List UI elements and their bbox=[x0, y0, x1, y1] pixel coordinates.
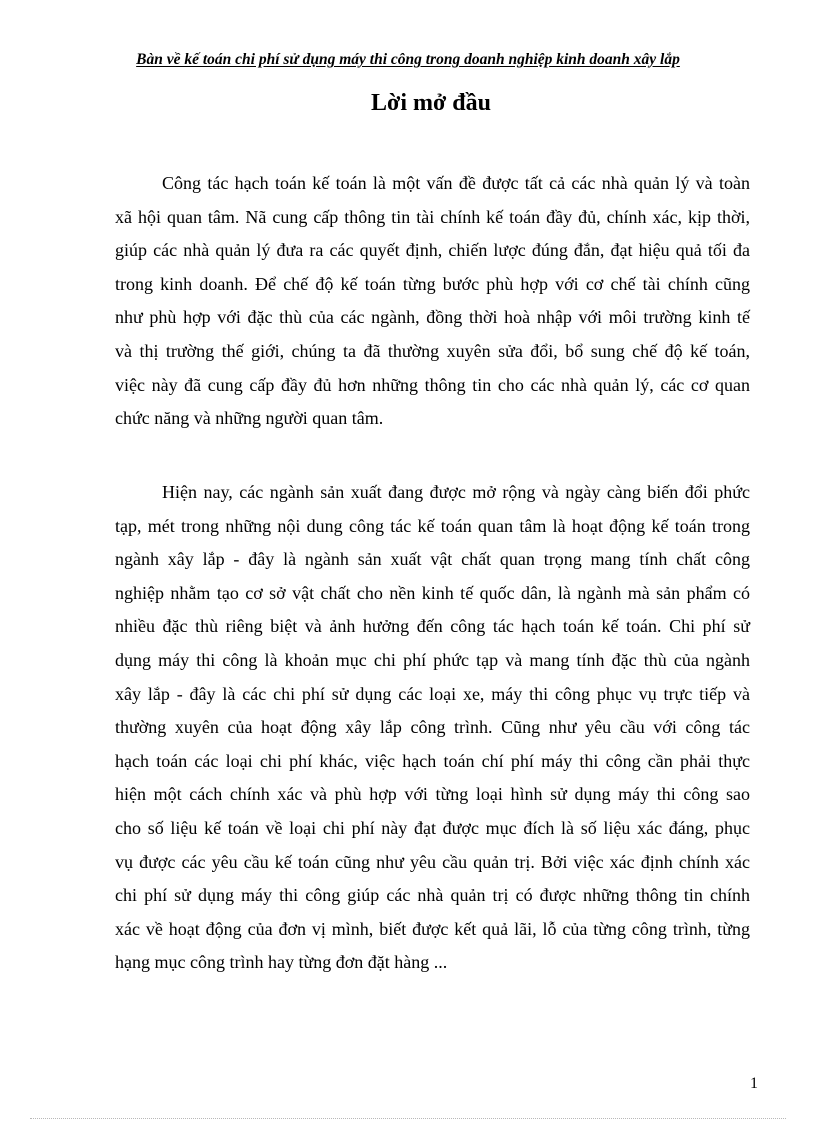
running-header bbox=[0, 51, 816, 69]
paragraph-line: Hiện nay, các ngành sản xuất đang được mở rộng và ngày càng biến đổi phức bbox=[162, 482, 750, 502]
page-number: 1 bbox=[750, 1075, 758, 1092]
paragraph-line: giúp các nhà quản lý đưa ra các quyết định, chiến lược đúng đắn, đạt hiệu quả tối đa bbox=[115, 240, 750, 260]
paragraph-line: dụng máy thi công là khoản mục chi phí phức tạp và mang tính đặc thù của ngành bbox=[115, 650, 750, 670]
paragraph-line: cho số liệu kế toán về loại chi phí này đạt được mục đích là số liệu xác đáng, phục bbox=[115, 818, 750, 838]
footer-divider bbox=[30, 1118, 786, 1119]
paragraph-line: xác về hoạt động của đơn vị mình, biết được kết quả lãi, lỗ của từng công trình, từng bbox=[115, 919, 750, 939]
paragraph-line: và thị trường thế giới, chúng ta đã thường xuyên sửa đổi, bổ sung chế độ kế toán, bbox=[115, 341, 750, 361]
paragraph-line: xây lắp - đây là các chi phí sử dụng các loại xe, máy thi công phục vụ trực tiếp và bbox=[115, 684, 750, 704]
paragraph-line: nghiệp nhằm tạo cơ sở vật chất cho nền kinh tế quốc dân, là ngành mà sản phẩm có bbox=[115, 583, 750, 603]
paragraph-line: vụ được các yêu cầu kế toán cũng như yêu cầu quản trị. Bởi việc xác định chính xác bbox=[115, 852, 750, 872]
paragraph-line: nhiều đặc thù riêng biệt và ảnh hưởng đến công tác hạch toán kế toán. Chi phí sử bbox=[115, 616, 750, 636]
paragraph-line: thường xuyên của hoạt động xây lắp công trình. Cũng như yêu cầu với công tác bbox=[115, 717, 750, 737]
running-header-text: Bàn về kế toán chi phí sử dụng máy thi công trong doanh nghiệp kinh doanh xây lắp bbox=[136, 51, 680, 68]
paragraph-line: chức năng và những người quan tâm. bbox=[115, 408, 384, 428]
paragraph-line: ngành xây lắp - đây là ngành sản xuất vật chất quan trọng mang tính chất công bbox=[115, 549, 750, 569]
paragraph-line: như phù hợp với đặc thù của các ngành, đồng thời hoà nhập với môi trường kinh tế bbox=[115, 307, 750, 327]
paragraph-line: xã hội quan tâm. Nã cung cấp thông tin tài chính kế toán đầy đủ, chính xác, kịp thời, bbox=[115, 207, 750, 227]
paragraph-line: hạng mục công trình hay từng đơn đặt hàng ... bbox=[115, 952, 448, 972]
paragraph-line: việc này đã cung cấp đầy đủ hơn những thông tin cho các nhà quản lý, các cơ quan bbox=[115, 375, 750, 395]
paragraph-line: hiện một cách chính xác và phù hợp với từng loại hình sử dụng máy thi công sao bbox=[115, 784, 750, 804]
paragraph-line: chi phí sử dụng máy thi công giúp các nhà quản trị có được những thông tin chính bbox=[115, 885, 750, 905]
document-title: Lời mở đầu bbox=[371, 90, 491, 116]
paragraph-line: hạch toán các loại chi phí khác, việc hạch toán chí phí máy thi công cần phải thực bbox=[115, 751, 750, 771]
paragraph-line: Công tác hạch toán kế toán là một vấn đề được tất cả các nhà quản lý và toàn bbox=[162, 173, 750, 193]
paragraph-line: tạp, mét trong những nội dung công tác kế toán quan tâm là hoạt động kế toán trong bbox=[115, 516, 750, 536]
paragraph-line: trong kinh doanh. Để chế độ kế toán từng bước phù hợp với cơ chế tài chính cũng bbox=[115, 274, 750, 294]
